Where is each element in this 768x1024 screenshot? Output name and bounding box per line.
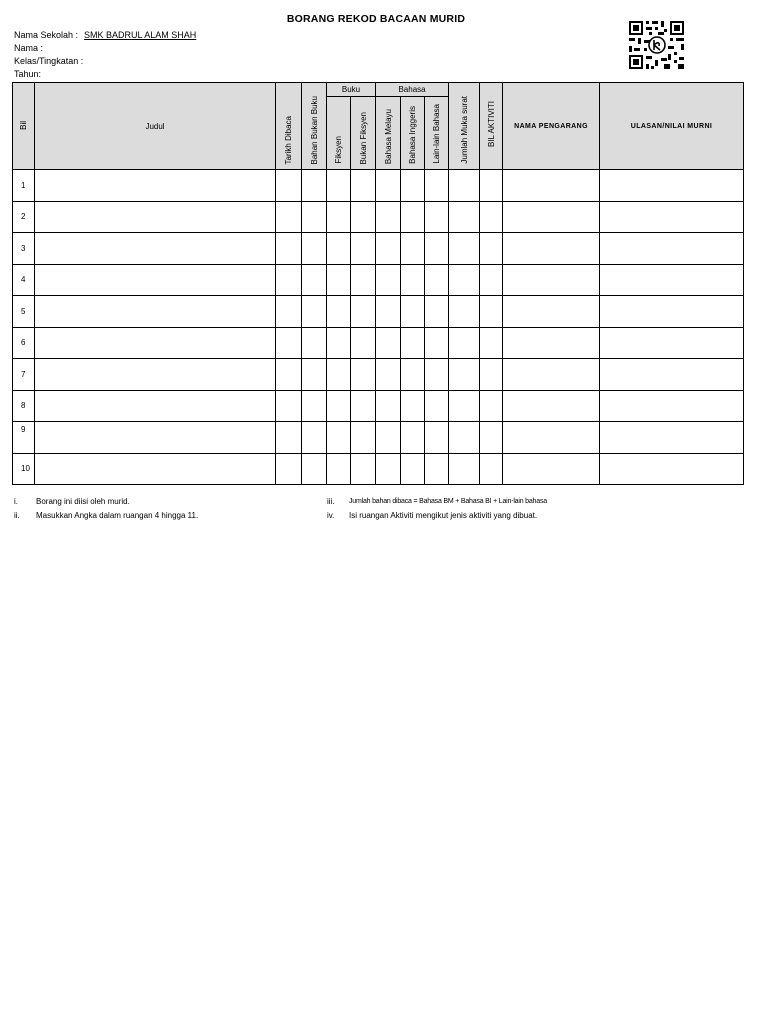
entry-cell[interactable] bbox=[351, 201, 376, 233]
school-value: SMK BADRUL ALAM SHAH bbox=[84, 30, 197, 40]
entry-cell[interactable] bbox=[600, 327, 744, 359]
row-number: 8 bbox=[13, 390, 35, 422]
entry-cell[interactable] bbox=[503, 327, 600, 359]
entry-cell[interactable] bbox=[425, 327, 449, 359]
entry-cell[interactable] bbox=[449, 422, 480, 454]
table-row bbox=[13, 233, 744, 265]
entry-cell[interactable] bbox=[327, 170, 351, 202]
entry-cell[interactable] bbox=[327, 422, 351, 454]
entry-cell[interactable] bbox=[376, 296, 401, 328]
entry-cell[interactable] bbox=[480, 390, 503, 422]
row-number: 1 bbox=[13, 170, 35, 202]
entry-cell[interactable] bbox=[425, 201, 449, 233]
entry-cell[interactable] bbox=[276, 359, 302, 391]
table-row bbox=[13, 390, 744, 422]
table-row bbox=[13, 359, 744, 391]
entry-cell[interactable] bbox=[425, 359, 449, 391]
table-row bbox=[13, 170, 744, 202]
header-buku-group: Buku bbox=[327, 83, 376, 97]
header-lain-lain-bahasa: Lain-lain Bahasa bbox=[425, 97, 449, 170]
table-row bbox=[13, 201, 744, 233]
entry-cell[interactable] bbox=[302, 296, 327, 328]
entry-cell[interactable] bbox=[480, 327, 503, 359]
entry-cell[interactable] bbox=[302, 453, 327, 485]
entry-cell[interactable] bbox=[600, 359, 744, 391]
entry-cell[interactable] bbox=[449, 264, 480, 296]
entry-cell[interactable] bbox=[503, 170, 600, 202]
entry-cell[interactable] bbox=[401, 233, 425, 265]
row-number: 7 bbox=[13, 359, 35, 391]
entry-cell[interactable] bbox=[276, 327, 302, 359]
entry-cell[interactable] bbox=[35, 390, 276, 422]
entry-cell[interactable] bbox=[376, 453, 401, 485]
header-fiksyen: Fiksyen bbox=[327, 97, 351, 170]
entry-cell[interactable] bbox=[376, 264, 401, 296]
entry-cell[interactable] bbox=[600, 296, 744, 328]
row-number: 10 bbox=[13, 453, 35, 485]
entry-cell[interactable] bbox=[351, 359, 376, 391]
entry-cell[interactable] bbox=[276, 390, 302, 422]
entry-cell[interactable] bbox=[327, 201, 351, 233]
entry-cell[interactable] bbox=[351, 390, 376, 422]
entry-cell[interactable] bbox=[302, 264, 327, 296]
entry-cell[interactable] bbox=[425, 422, 449, 454]
entry-cell[interactable] bbox=[351, 327, 376, 359]
entry-cell[interactable] bbox=[503, 233, 600, 265]
table-row bbox=[13, 453, 744, 485]
entry-cell[interactable] bbox=[327, 296, 351, 328]
row-number: 4 bbox=[13, 264, 35, 296]
entry-cell[interactable] bbox=[327, 264, 351, 296]
entry-cell[interactable] bbox=[401, 201, 425, 233]
entry-cell[interactable] bbox=[449, 201, 480, 233]
qr-code bbox=[624, 16, 690, 74]
entry-cell[interactable] bbox=[302, 359, 327, 391]
table-body bbox=[13, 170, 744, 485]
entry-cell[interactable] bbox=[302, 201, 327, 233]
note-2-text: Masukkan Angka dalam ruangan 4 hingga 11. bbox=[36, 511, 199, 520]
entry-cell[interactable] bbox=[449, 390, 480, 422]
entry-cell[interactable] bbox=[600, 453, 744, 485]
entry-cell[interactable] bbox=[376, 327, 401, 359]
entry-cell[interactable] bbox=[327, 233, 351, 265]
entry-cell[interactable] bbox=[503, 296, 600, 328]
entry-cell[interactable] bbox=[35, 264, 276, 296]
entry-cell[interactable] bbox=[600, 201, 744, 233]
entry-cell[interactable] bbox=[351, 453, 376, 485]
entry-cell[interactable] bbox=[351, 170, 376, 202]
entry-cell[interactable] bbox=[327, 390, 351, 422]
entry-cell[interactable] bbox=[480, 422, 503, 454]
entry-cell[interactable] bbox=[600, 170, 744, 202]
table-row bbox=[13, 296, 744, 328]
entry-cell[interactable] bbox=[35, 422, 276, 454]
table-row bbox=[13, 422, 744, 454]
note-2-number: ii. bbox=[14, 511, 20, 520]
entry-cell[interactable] bbox=[276, 201, 302, 233]
entry-cell[interactable] bbox=[302, 170, 327, 202]
entry-cell[interactable] bbox=[327, 453, 351, 485]
entry-cell[interactable] bbox=[35, 453, 276, 485]
note-3-number: iii. bbox=[327, 497, 335, 506]
year-label: Tahun: bbox=[14, 69, 42, 79]
header-judul: Judul bbox=[35, 83, 276, 170]
entry-cell[interactable] bbox=[480, 201, 503, 233]
header-bahan-bukan-buku: Bahan Bukan Buku bbox=[302, 83, 327, 170]
name-label: Nama : bbox=[14, 43, 44, 53]
entry-cell[interactable] bbox=[449, 359, 480, 391]
header-bil-aktiviti: BIL AKTIVITI bbox=[480, 83, 503, 170]
entry-cell[interactable] bbox=[449, 453, 480, 485]
entry-cell[interactable] bbox=[480, 296, 503, 328]
page-title: BORANG REKOD BACAAN MURID bbox=[286, 13, 466, 25]
class-label: Kelas/Tingkatan : bbox=[14, 56, 84, 66]
entry-cell[interactable] bbox=[35, 327, 276, 359]
entry-cell[interactable] bbox=[449, 327, 480, 359]
entry-cell[interactable] bbox=[503, 422, 600, 454]
entry-cell[interactable] bbox=[327, 327, 351, 359]
entry-cell[interactable] bbox=[276, 296, 302, 328]
notes-right bbox=[327, 495, 547, 523]
entry-cell[interactable] bbox=[302, 422, 327, 454]
entry-cell[interactable] bbox=[401, 296, 425, 328]
header-bahasa-inggeris: Bahasa Inggeris bbox=[401, 97, 425, 170]
entry-cell[interactable] bbox=[401, 453, 425, 485]
entry-cell[interactable] bbox=[600, 233, 744, 265]
entry-cell[interactable] bbox=[401, 390, 425, 422]
note-1-number: i. bbox=[14, 497, 18, 506]
entry-cell[interactable] bbox=[449, 170, 480, 202]
entry-cell[interactable] bbox=[35, 170, 276, 202]
school-line bbox=[14, 29, 196, 42]
entry-cell[interactable] bbox=[351, 422, 376, 454]
entry-cell[interactable] bbox=[376, 359, 401, 391]
entry-cell[interactable] bbox=[351, 233, 376, 265]
entry-cell[interactable] bbox=[276, 233, 302, 265]
entry-cell[interactable] bbox=[276, 170, 302, 202]
entry-cell[interactable] bbox=[480, 453, 503, 485]
entry-cell[interactable] bbox=[401, 170, 425, 202]
table-row bbox=[13, 264, 744, 296]
header-tarikh-dibaca: Tarikh Dibaca bbox=[276, 83, 302, 170]
entry-cell[interactable] bbox=[276, 453, 302, 485]
entry-cell[interactable] bbox=[401, 327, 425, 359]
note-1-text: Borang ini diisi oleh murid. bbox=[36, 497, 130, 506]
note-3-text: Jumlah bahan dibaca = Bahasa BM + Bahasa BI + Lain-lain bahasa bbox=[349, 498, 547, 505]
entry-cell[interactable] bbox=[376, 170, 401, 202]
entry-cell[interactable] bbox=[425, 264, 449, 296]
entry-cell[interactable] bbox=[351, 264, 376, 296]
header-ulasan: ULASAN/NILAI MURNI bbox=[600, 83, 744, 170]
note-4-text: Isi ruangan Aktiviti mengikut jenis aktiviti yang dibuat. bbox=[349, 511, 538, 520]
reading-record-table bbox=[12, 82, 744, 485]
entry-cell[interactable] bbox=[276, 422, 302, 454]
entry-cell[interactable] bbox=[503, 453, 600, 485]
header-bahasa-melayu: Bahasa Melayu bbox=[376, 97, 401, 170]
note-4-number: iv. bbox=[327, 511, 335, 520]
entry-cell[interactable] bbox=[600, 422, 744, 454]
row-number: 2 bbox=[13, 201, 35, 233]
entry-cell[interactable] bbox=[351, 296, 376, 328]
entry-cell[interactable] bbox=[302, 233, 327, 265]
entry-cell[interactable] bbox=[480, 359, 503, 391]
row-number: 6 bbox=[13, 327, 35, 359]
entry-cell[interactable] bbox=[425, 390, 449, 422]
entry-cell[interactable] bbox=[35, 359, 276, 391]
entry-cell[interactable] bbox=[327, 359, 351, 391]
notes-left bbox=[14, 495, 198, 523]
entry-cell[interactable] bbox=[449, 296, 480, 328]
entry-cell[interactable] bbox=[276, 264, 302, 296]
entry-cell[interactable] bbox=[376, 390, 401, 422]
entry-cell[interactable] bbox=[425, 170, 449, 202]
entry-cell[interactable] bbox=[302, 390, 327, 422]
entry-cell[interactable] bbox=[503, 201, 600, 233]
entry-cell[interactable] bbox=[600, 390, 744, 422]
entry-cell[interactable] bbox=[425, 296, 449, 328]
entry-cell[interactable] bbox=[35, 201, 276, 233]
entry-cell[interactable] bbox=[600, 264, 744, 296]
row-number: 5 bbox=[13, 296, 35, 328]
entry-cell[interactable] bbox=[425, 453, 449, 485]
entry-cell[interactable] bbox=[401, 264, 425, 296]
entry-cell[interactable] bbox=[480, 170, 503, 202]
entry-cell[interactable] bbox=[503, 359, 600, 391]
header-bahasa-group: Bahasa bbox=[376, 83, 449, 97]
header-nama-pengarang: NAMA PENGARANG bbox=[503, 83, 600, 170]
row-number: 9 bbox=[13, 422, 35, 454]
entry-cell[interactable] bbox=[401, 359, 425, 391]
entry-cell[interactable] bbox=[376, 201, 401, 233]
entry-cell[interactable] bbox=[35, 233, 276, 265]
header-jumlah-muka-surat: Jumlah Muka surat bbox=[449, 83, 480, 170]
table-row bbox=[13, 327, 744, 359]
header-bukan-fiksyen: Bukan Fiksyen bbox=[351, 97, 376, 170]
entry-cell[interactable] bbox=[449, 233, 480, 265]
entry-cell[interactable] bbox=[302, 327, 327, 359]
entry-cell[interactable] bbox=[503, 390, 600, 422]
entry-cell[interactable] bbox=[425, 233, 449, 265]
entry-cell[interactable] bbox=[35, 296, 276, 328]
header-bil: Bil bbox=[13, 83, 35, 170]
entry-cell[interactable] bbox=[376, 422, 401, 454]
entry-cell[interactable] bbox=[480, 264, 503, 296]
entry-cell[interactable] bbox=[503, 264, 600, 296]
entry-cell[interactable] bbox=[401, 422, 425, 454]
entry-cell[interactable] bbox=[480, 233, 503, 265]
row-number: 3 bbox=[13, 233, 35, 265]
school-label: Nama Sekolah : bbox=[14, 30, 79, 40]
entry-cell[interactable] bbox=[376, 233, 401, 265]
